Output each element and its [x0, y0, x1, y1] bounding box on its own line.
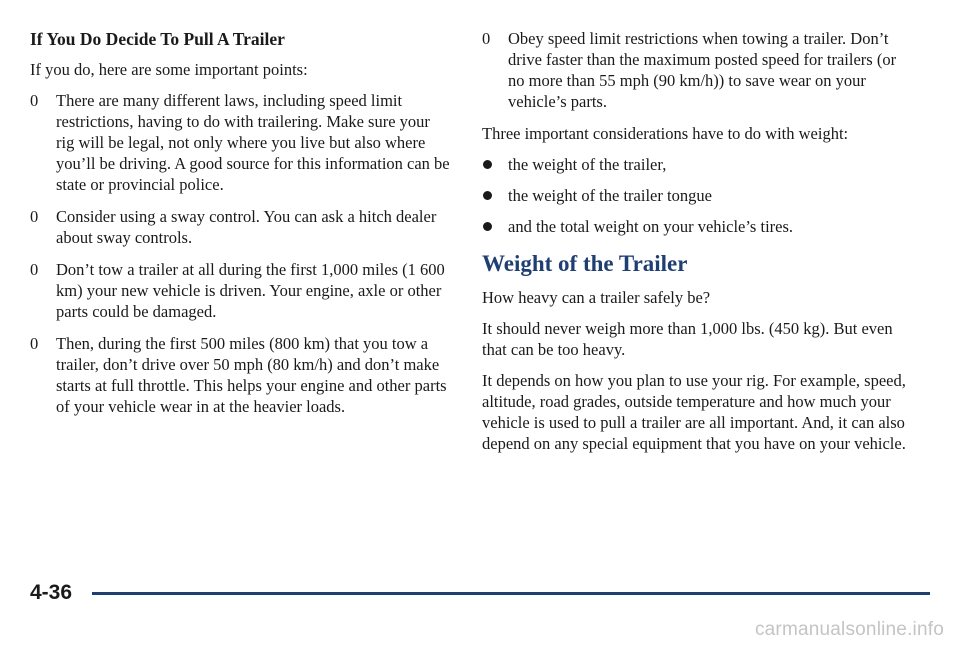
list-item-text: Consider using a sway control. You can ask a hitch dealer about sway controls.	[56, 207, 437, 247]
list-item	[30, 333, 450, 417]
list-item-text: the weight of the trailer,	[508, 155, 667, 174]
list-item-text: Don’t tow a trailer at all during the first 1,000 miles (1 600 km) your new vehicle is driven. Your engine, axle or other parts could be damaged.	[56, 260, 445, 321]
bullet-marker: 0	[30, 207, 39, 226]
list-item	[482, 154, 910, 175]
list-item-text: Then, during the first 500 miles (800 km) that you tow a trailer, don’t drive over 50 mph (80 km/h) and don’t make starts at full throttle. This helps your engine and other parts of your vehicle wear in at the heavier loads.	[56, 334, 447, 416]
paragraph: How heavy can a trailer safely be?	[482, 288, 711, 307]
bullet-marker: 0	[482, 29, 491, 48]
list-item	[30, 90, 450, 195]
weight-intro-paragraph: Three important considerations have to do with weight:	[482, 124, 849, 143]
speed-limit-list	[482, 28, 910, 112]
bullet-marker: 0	[30, 260, 39, 279]
watermark: carmanualsonline.info	[754, 619, 944, 640]
right-column	[482, 28, 910, 464]
list-item-text: Obey speed limit restrictions when towing a trailer. Don’t drive faster than the maximum posted speed for trailers (or no more than 55 mph (90 km/h)) to save wear on your vehicle’s parts.	[508, 29, 897, 111]
bullet-dot-icon	[483, 222, 492, 231]
list-item	[482, 216, 910, 237]
page-number: 4-36	[30, 581, 73, 604]
paragraph: It depends on how you plan to use your rig. For example, speed, altitude, road grades, outside temperature and how much your vehicle is used to pull a trailer are all important. And, it can also depend on any special equipment that you have on your vehicle.	[482, 371, 906, 453]
bullet-marker: 0	[30, 334, 39, 353]
weight-considerations-list	[482, 154, 910, 237]
page-footer	[30, 580, 910, 610]
list-item	[30, 259, 450, 322]
list-item	[482, 28, 910, 112]
footer-rule	[92, 592, 930, 595]
intro-paragraph: If you do, here are some important points:	[30, 60, 308, 79]
list-item-text: There are many different laws, including speed limit restrictions, having to do with trailering. Make sure your rig will be legal, not only where you live but also where you’ll be driving. A good source for this information can be state or provincial police.	[56, 91, 450, 194]
list-item-text: and the total weight on your vehicle’s tires.	[508, 217, 794, 236]
list-item-text: the weight of the trailer tongue	[508, 186, 712, 205]
section-title-weight-of-trailer: Weight of the Trailer	[482, 251, 688, 276]
bullet-dot-icon	[483, 191, 492, 200]
list-item	[482, 185, 910, 206]
left-column	[30, 28, 450, 428]
bullet-dot-icon	[483, 160, 492, 169]
list-item	[30, 206, 450, 248]
important-points-list	[30, 90, 450, 417]
subheading-pull-trailer: If You Do Decide To Pull A Trailer	[30, 29, 285, 49]
paragraph: It should never weigh more than 1,000 lbs. (450 kg). But even that can be too heavy.	[482, 319, 893, 359]
bullet-marker: 0	[30, 91, 39, 110]
